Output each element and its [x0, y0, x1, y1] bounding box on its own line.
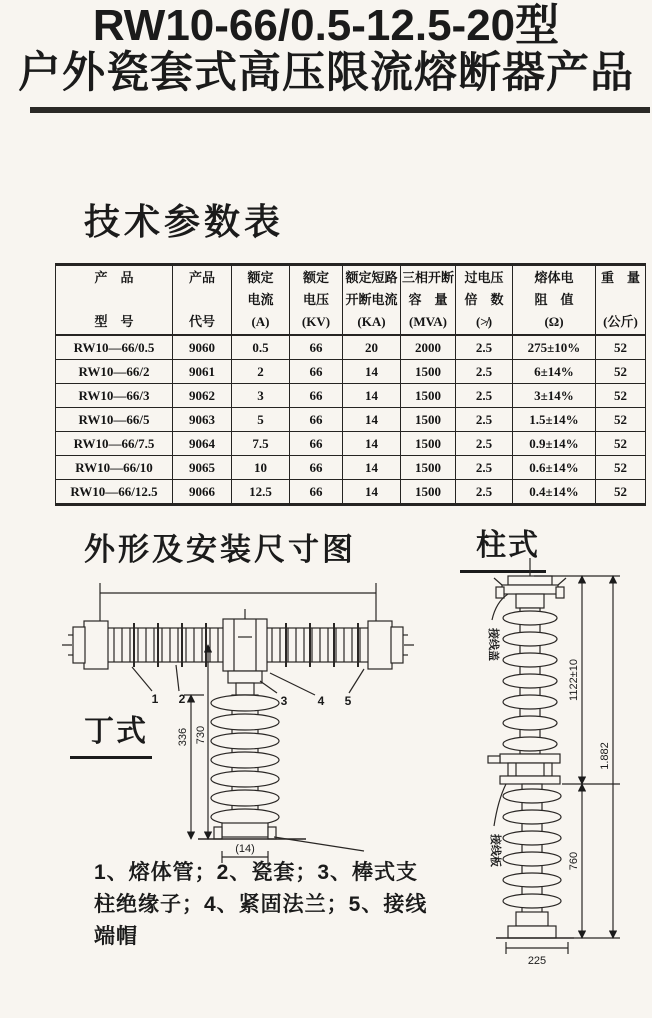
cell-capacity: 1500 — [401, 360, 456, 384]
cell-breaking-current: 14 — [343, 456, 401, 480]
middle-flange — [488, 754, 560, 784]
col-header-element-resistance: 熔体电 阻 值 (Ω) — [513, 265, 596, 336]
cell-breaking-current: 14 — [343, 408, 401, 432]
cell-voltage: 66 — [290, 360, 343, 384]
cell-voltage: 66 — [290, 335, 343, 360]
col-header-rated-voltage: 额定 电压 (KV) — [290, 265, 343, 336]
cell-code: 9061 — [173, 360, 232, 384]
column-style-label: 柱式 — [460, 520, 546, 573]
cell-capacity: 1500 — [401, 408, 456, 432]
cell-overvoltage: 2.5 — [456, 408, 513, 432]
cell-model: RW10—66/2 — [56, 360, 173, 384]
cell-breaking-current: 14 — [343, 480, 401, 505]
dim-label-base-width: 225 — [527, 955, 547, 967]
col-header-breaking-current: 额定短路 开断电流 (KA) — [343, 265, 401, 336]
spec-table-container — [55, 263, 645, 506]
cell-model: RW10—66/5 — [56, 408, 173, 432]
cell-overvoltage: 2.5 — [456, 384, 513, 408]
cell-resistance: 3±14% — [513, 384, 596, 408]
cell-resistance: 6±14% — [513, 360, 596, 384]
cell-current: 5 — [232, 408, 290, 432]
cell-code: 9060 — [173, 335, 232, 360]
cell-overvoltage: 2.5 — [456, 360, 513, 384]
cell-voltage: 66 — [290, 432, 343, 456]
cell-capacity: 2000 — [401, 335, 456, 360]
left-end-cap — [68, 621, 108, 669]
cell-breaking-current: 14 — [343, 432, 401, 456]
t-style-overall-dimension — [100, 583, 376, 623]
cell-current: 2 — [232, 360, 290, 384]
cell-capacity: 1500 — [401, 432, 456, 456]
cell-capacity: 1500 — [401, 480, 456, 505]
cell-code: 9066 — [173, 480, 232, 505]
cell-overvoltage: 2.5 — [456, 456, 513, 480]
cell-breaking-current: 14 — [343, 360, 401, 384]
cell-overvoltage: 2.5 — [456, 480, 513, 505]
cell-weight: 52 — [596, 384, 646, 408]
cell-capacity: 1500 — [401, 384, 456, 408]
cell-resistance: 275±10% — [513, 335, 596, 360]
page-title-line2: 户外瓷套式高压限流熔断器产品 — [18, 48, 634, 97]
insulator-base — [222, 823, 268, 837]
cell-breaking-current: 20 — [343, 335, 401, 360]
cell-resistance: 0.9±14% — [513, 432, 596, 456]
col-header-breaking-capacity: 三相开断 容 量 (MVA) — [401, 265, 456, 336]
col-header-product-model: 产 品 型 号 — [56, 265, 173, 336]
table-row — [56, 408, 646, 432]
fuse-tube — [68, 609, 408, 671]
cell-weight: 52 — [596, 480, 646, 505]
table-row — [56, 480, 646, 505]
page-title-line1: RW10-66/0.5-12.5-20型 — [92, 1, 560, 50]
cell-current: 12.5 — [232, 480, 290, 505]
right-end-cap — [368, 621, 408, 669]
cell-model: RW10—66/0.5 — [56, 335, 173, 360]
cell-voltage: 66 — [290, 408, 343, 432]
column-base — [508, 926, 556, 938]
t-style-drawing — [58, 575, 450, 875]
cell-current: 0.5 — [232, 335, 290, 360]
dim-label-total-height: 1.882 — [599, 742, 611, 770]
cell-voltage: 66 — [290, 384, 343, 408]
column-style-drawing — [450, 556, 652, 986]
page-title — [0, 2, 652, 96]
dim-label-base-width: (14) — [235, 843, 255, 855]
title-divider-rule — [30, 107, 650, 113]
cell-current: 10 — [232, 456, 290, 480]
cell-resistance: 0.4±14% — [513, 480, 596, 505]
table-row — [56, 335, 646, 360]
dimension-336 — [184, 695, 204, 839]
cell-weight: 52 — [596, 432, 646, 456]
center-clamp — [223, 609, 267, 671]
table-row — [56, 456, 646, 480]
header-row — [56, 265, 646, 336]
cell-resistance: 1.5±14% — [513, 408, 596, 432]
cell-voltage: 66 — [290, 480, 343, 505]
cell-breaking-current: 14 — [343, 384, 401, 408]
legend-line-1: 1、熔体管；2、瓷套；3、棒式支 — [94, 861, 419, 884]
cell-voltage: 66 — [290, 456, 343, 480]
callout-4: 4 — [317, 694, 325, 708]
col-header-rated-current: 额定 电流 (A) — [232, 265, 290, 336]
terminal-cap — [494, 558, 566, 608]
dim-label-lower-height: 760 — [568, 851, 580, 871]
dim-label-upper-height: 1122±10 — [568, 659, 580, 701]
callout-5: 5 — [344, 694, 352, 708]
cell-weight: 52 — [596, 335, 646, 360]
cell-code: 9062 — [173, 384, 232, 408]
cell-overvoltage: 2.5 — [456, 335, 513, 360]
cell-model: RW10—66/10 — [56, 456, 173, 480]
terminal-plate-label: 接线板 — [489, 834, 501, 867]
cell-weight: 52 — [596, 456, 646, 480]
col-header-overvoltage-multiple: 过电压 倍 数 (≯) — [456, 265, 513, 336]
callout-1: 1 — [151, 692, 159, 706]
callout-2: 2 — [178, 692, 186, 706]
lower-insulator — [496, 784, 574, 938]
dimension-base-width — [506, 942, 568, 954]
cell-current: 7.5 — [232, 432, 290, 456]
col-header-weight: 重 量 (公斤) — [596, 265, 646, 336]
cell-weight: 52 — [596, 408, 646, 432]
cell-capacity: 1500 — [401, 456, 456, 480]
callout-3: 3 — [280, 694, 288, 708]
table-row — [56, 432, 646, 456]
cell-current: 3 — [232, 384, 290, 408]
cell-code: 9064 — [173, 432, 232, 456]
cell-resistance: 0.6±14% — [513, 456, 596, 480]
dim-label-730: 730 — [195, 725, 207, 745]
drawing-section-heading: 外形及安装尺寸图 — [84, 532, 356, 567]
terminal-cover-label: 接线盖 — [487, 628, 499, 661]
t-style-label: 丁式 — [70, 706, 152, 759]
cell-model: RW10—66/3 — [56, 384, 173, 408]
cell-code: 9065 — [173, 456, 232, 480]
cell-weight: 52 — [596, 360, 646, 384]
spec-section-heading: 技术参数表 — [84, 201, 285, 242]
legend-line-2: 柱绝缘子；4、紧固法兰；5、接线端帽 — [94, 893, 428, 948]
table-row — [56, 384, 646, 408]
cell-code: 9063 — [173, 408, 232, 432]
col-header-product-code: 产品 代号 — [173, 265, 232, 336]
cell-overvoltage: 2.5 — [456, 432, 513, 456]
cell-model: RW10—66/7.5 — [56, 432, 173, 456]
spec-table — [55, 263, 646, 506]
table-row — [56, 360, 646, 384]
cell-model: RW10—66/12.5 — [56, 480, 173, 505]
dim-label-336: 336 — [177, 727, 189, 747]
parts-legend — [94, 857, 444, 953]
upper-insulator — [503, 608, 557, 754]
